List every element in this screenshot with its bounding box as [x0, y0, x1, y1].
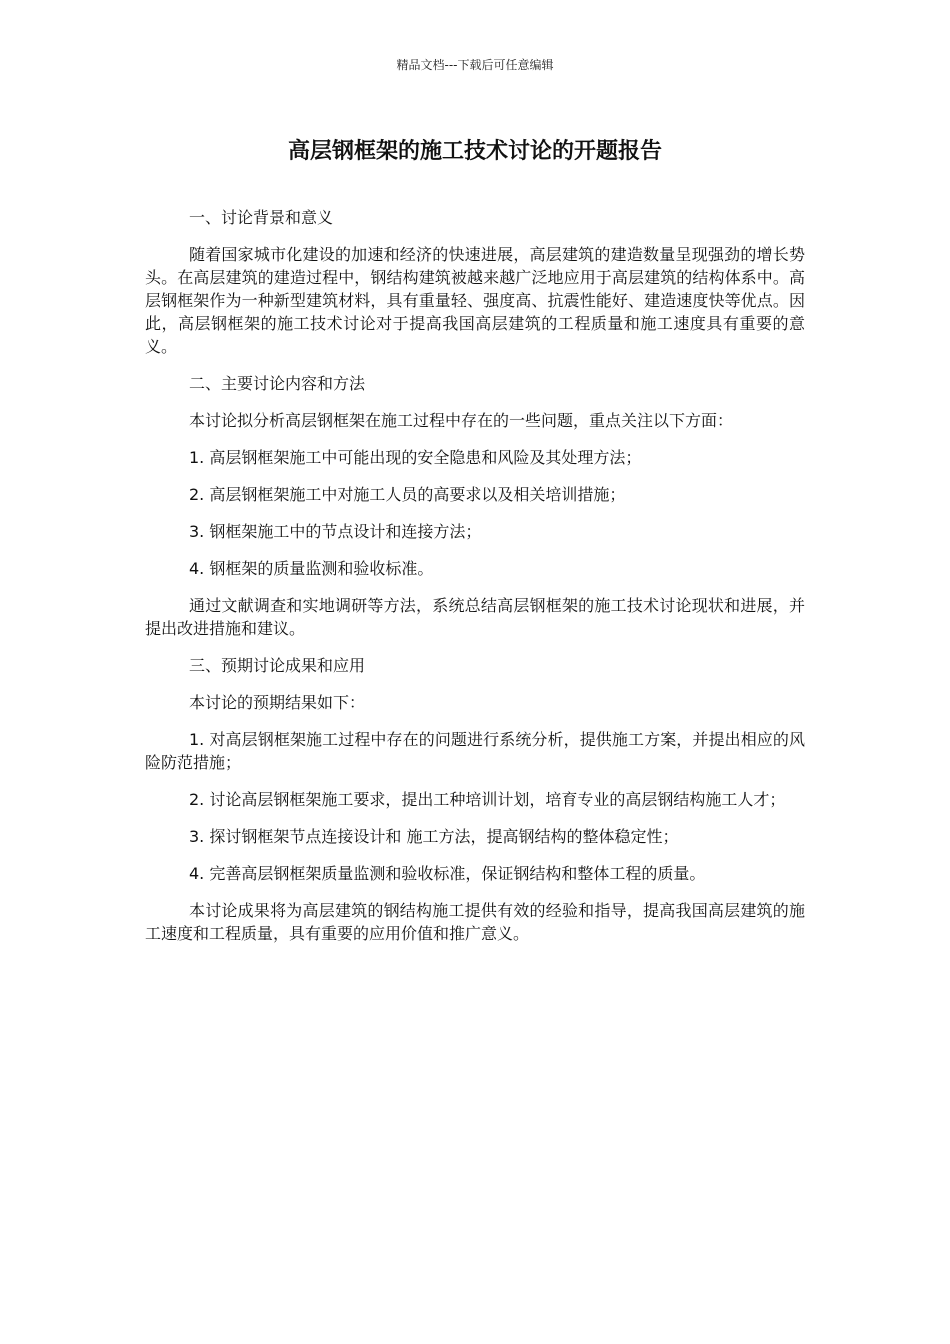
list-item-issue-3: 3. 钢框架施工中的节点设计和连接方法；: [189, 522, 482, 541]
list-item-issue-1: 1. 高层钢框架施工中可能出现的安全隐患和风险及其处理方法；: [189, 448, 642, 467]
list-item-issue-2: 2. 高层钢框架施工中对施工人员的高要求以及相关培训措施；: [189, 485, 626, 504]
list-item-result-2: 2. 讨论高层钢框架施工要求，提出工种培训计划，培育专业的高层钢结构施工人才；: [189, 790, 786, 809]
list-item-result-3: 3. 探讨钢框架节点连接设计和 施工方法，提高钢结构的整体稳定性；: [189, 827, 679, 846]
document-body: [145, 206, 805, 959]
paragraph-background: 随着国家城市化建设的加速和经济的快速进展，高层建筑的建造数量呈现强劲的增长势头。在高层建筑的建造过程中，钢结构建筑被越来越广泛地应用于高层建筑的结构体系中。高层钢框架作为一种新型建筑材料，具有重量轻、强度高、抗震性能好、建造速度快等优点。因此，高层钢框架的施工技术讨论对于提高我国高层建筑的工程质量和施工速度具有重要的意义。: [145, 245, 805, 356]
document-title: 高层钢框架的施工技术讨论的开题报告: [287, 139, 662, 164]
header-note: 精品文档---下载后可任意编辑: [396, 58, 554, 72]
list-item-result-4: 4. 完善高层钢框架质量监测和验收标准，保证钢结构和整体工程的质量。: [189, 864, 706, 883]
paragraph-expected-intro: 本讨论的预期结果如下：: [189, 693, 366, 712]
paragraph-intro-issues: 本讨论拟分析高层钢框架在施工过程中存在的一些问题，重点关注以下方面：: [189, 411, 734, 430]
section-heading-content-methods: 二、主要讨论内容和方法: [189, 374, 366, 393]
list-item-issue-4: 4. 钢框架的质量监测和验收标准。: [189, 559, 434, 578]
paragraph-conclusion: 本讨论成果将为高层建筑的钢结构施工提供有效的经验和指导，提高我国高层建筑的施工速度和工程质量，具有重要的应用价值和推广意义。: [145, 901, 805, 943]
paragraph-methods: 通过文献调查和实地调研等方法，系统总结高层钢框架的施工技术讨论现状和进展，并提出改进措施和建议。: [145, 596, 805, 638]
section-heading-expected-results: 三、预期讨论成果和应用: [189, 656, 366, 675]
section-heading-background: 一、讨论背景和意义: [189, 208, 334, 227]
list-item-result-1: 1. 对高层钢框架施工过程中存在的问题进行系统分析，提供施工方案，并提出相应的风险防范措施；: [145, 730, 805, 772]
